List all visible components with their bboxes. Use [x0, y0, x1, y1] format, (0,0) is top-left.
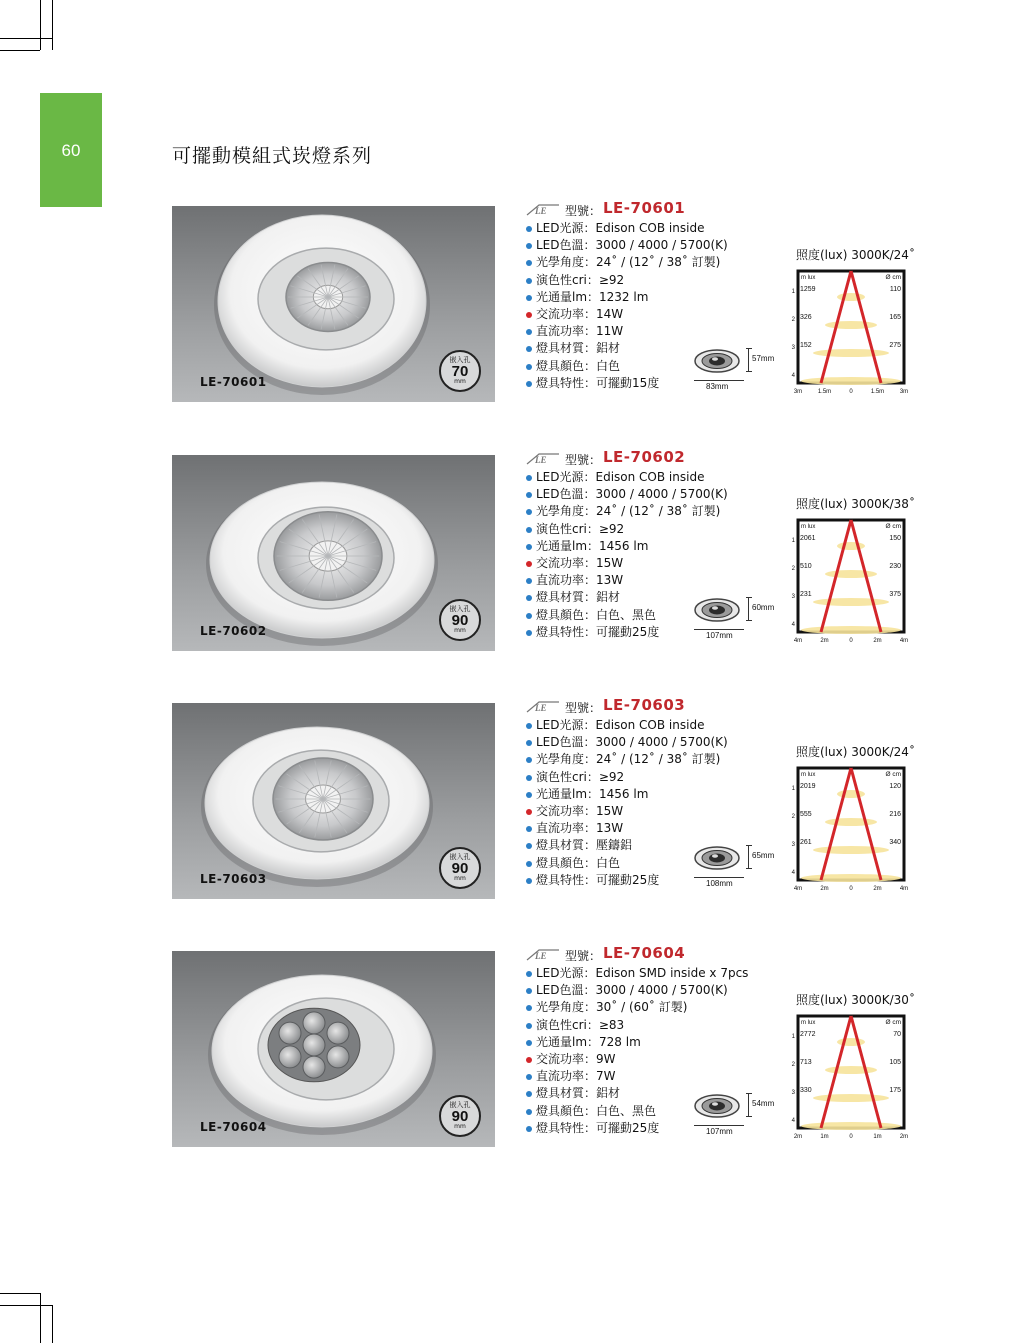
model-prefix: 型號：	[565, 701, 602, 715]
dimension-drawing	[690, 1091, 780, 1143]
bullet-icon	[526, 561, 532, 567]
beam-disc	[825, 818, 877, 826]
product-photo	[172, 951, 495, 1147]
beam-x-tick: 0	[849, 886, 853, 892]
beam-row-m: 1	[791, 289, 795, 295]
spec-row	[523, 237, 783, 254]
beam-disc	[837, 1038, 865, 1046]
bullet-icon	[526, 544, 532, 550]
spec-row	[523, 220, 783, 237]
beam-row-m: 2	[791, 1062, 795, 1068]
spec-text: 演色性cri：≥83	[536, 1017, 625, 1032]
bullet-icon	[526, 809, 532, 815]
crop-mark	[0, 50, 40, 51]
bullet-icon	[526, 226, 532, 232]
beam-disc	[825, 570, 877, 578]
beam-x-tick: 4m	[793, 638, 803, 644]
bullet-icon	[526, 509, 532, 515]
spec-row	[523, 469, 783, 486]
product-photo	[172, 703, 495, 899]
width-dimension-line	[694, 1125, 744, 1126]
beam-row-m: 1	[791, 538, 795, 544]
beam-x-tick: 0	[849, 389, 853, 395]
spec-row	[523, 717, 783, 734]
beam-x-tick: 1m	[820, 1134, 829, 1140]
cutout-unit: mm	[454, 875, 466, 882]
product-block	[0, 696, 1032, 903]
model-prefix: 型號：	[565, 949, 602, 963]
cutout-label: 嵌入孔	[449, 1101, 471, 1109]
svg-text:LE: LE	[535, 703, 547, 713]
bullet-icon	[526, 329, 532, 335]
crop-mark	[52, 1305, 53, 1343]
spec-row	[523, 982, 783, 999]
width-dimension: 108mm	[706, 879, 733, 888]
spec-text: 演色性cri：≥92	[536, 769, 625, 784]
beam-left-header: m lux	[801, 1020, 816, 1026]
beam-row-lux: 330	[800, 1087, 812, 1094]
bullet-icon	[526, 723, 532, 729]
spec-text: 光學角度：30˚ / (60˚ 訂製)	[536, 1000, 688, 1015]
le-logo-icon	[525, 202, 561, 218]
beam-row-m: 3	[791, 842, 795, 848]
bullet-icon	[526, 1023, 532, 1029]
bullet-icon	[526, 295, 532, 301]
model-line	[523, 449, 783, 469]
spec-row	[523, 572, 783, 589]
beam-row-m: 2	[791, 566, 795, 572]
page-title: 可擺動模組式崁燈系列	[172, 145, 373, 167]
beam-row-cm: 275	[889, 342, 901, 349]
bullet-icon	[526, 1057, 532, 1063]
beam-row-cm: 216	[889, 811, 901, 818]
cutout-value: 70	[451, 363, 469, 380]
spec-text: 光學角度：24˚ / (12˚ / 38˚ 訂製)	[536, 752, 721, 767]
model-line	[523, 200, 783, 220]
width-dimension: 83mm	[706, 382, 729, 391]
beam-row-lux: 2019	[800, 783, 816, 790]
beam-row-cm: 110	[889, 286, 901, 293]
spec-text: 光學角度：24˚ / (12˚ / 38˚ 訂製)	[536, 504, 721, 519]
page-tab	[40, 93, 102, 207]
bullet-icon	[526, 278, 532, 284]
model-code: LE-70601	[603, 199, 686, 217]
spec-text: 燈具顏色：白色、黑色	[536, 607, 657, 622]
beam-row-lux: 510	[800, 563, 812, 570]
beam-x-tick: 4m	[899, 886, 909, 892]
spec-text: LED光源：Edison COB inside	[536, 221, 705, 235]
product-photo	[172, 206, 495, 402]
spec-row	[523, 486, 783, 503]
beam-row-m: 2	[791, 317, 795, 323]
beam-row-lux: 1259	[800, 286, 816, 293]
spec-text: 光學角度：24˚ / (12˚ / 38˚ 訂製)	[536, 255, 721, 270]
spec-row	[523, 751, 783, 768]
crop-mark	[52, 0, 53, 50]
beam-row-cm: 375	[889, 591, 901, 598]
dimension-drawing	[690, 346, 780, 398]
spec-row	[523, 323, 783, 340]
bullet-icon	[526, 595, 532, 601]
spec-text: 燈具材質：鋁材	[536, 341, 621, 356]
beam-row-cm: 165	[889, 314, 901, 321]
cutout-badge	[439, 847, 481, 889]
beam-chart	[786, 510, 916, 645]
bullet-icon	[526, 613, 532, 619]
beam-chart-title: 照度(lux) 3000K/24˚	[796, 745, 915, 759]
width-dimension: 107mm	[706, 1127, 733, 1136]
spec-text: LED色溫：3000 / 4000 / 5700(K)	[536, 735, 728, 750]
spec-text: 直流功率：13W	[536, 573, 624, 588]
dimension-drawing	[690, 595, 780, 647]
beam-chart-title: 照度(lux) 3000K/30˚	[796, 993, 915, 1007]
cutout-value: 90	[451, 612, 469, 629]
spec-row	[523, 538, 783, 555]
cutout-badge	[439, 1095, 481, 1137]
bullet-icon	[526, 243, 532, 249]
bullet-icon	[526, 971, 532, 977]
spec-row	[523, 999, 783, 1016]
beam-row-lux: 231	[800, 591, 812, 598]
lamp-side-icon	[694, 348, 740, 374]
spec-row	[523, 820, 783, 837]
spec-row	[523, 306, 783, 323]
beam-disc	[801, 377, 901, 385]
spec-text: LED色溫：3000 / 4000 / 5700(K)	[536, 983, 728, 998]
cutout-badge	[439, 350, 481, 392]
le-logo-icon	[525, 699, 561, 715]
photo-label: LE-70601	[200, 375, 267, 389]
beam-disc	[813, 1094, 889, 1102]
beam-x-tick: 0	[849, 1134, 853, 1140]
height-dimension: 54mm	[752, 1099, 775, 1108]
bullet-icon	[526, 630, 532, 636]
bullet-icon	[526, 1109, 532, 1115]
beam-chart-title: 照度(lux) 3000K/38˚	[796, 497, 915, 511]
beam-x-tick: 1.5m	[870, 389, 885, 395]
bullet-icon	[526, 878, 532, 884]
bullet-icon	[526, 1126, 532, 1132]
spec-text: 光通量lm：1232 lm	[536, 289, 649, 304]
beam-x-tick: 2m	[899, 1134, 909, 1140]
cutout-unit: mm	[454, 1123, 466, 1130]
height-dimension: 57mm	[752, 354, 775, 363]
bullet-icon	[526, 757, 532, 763]
beam-row-m: 4	[791, 870, 795, 876]
spec-row	[523, 1068, 783, 1085]
beam-row-lux: 713	[800, 1059, 812, 1066]
beam-chart	[786, 758, 916, 893]
spec-text: LED光源：Edison SMD inside x 7pcs	[536, 966, 749, 980]
beam-row-lux: 326	[800, 314, 812, 321]
spec-row	[523, 965, 783, 982]
bullet-icon	[526, 578, 532, 584]
beam-row-m: 1	[791, 786, 795, 792]
cutout-label: 嵌入孔	[449, 605, 471, 613]
spec-text: 光通量lm：1456 lm	[536, 538, 649, 553]
spec-text: 燈具顏色：白色	[536, 358, 621, 373]
cutout-unit: mm	[454, 378, 466, 385]
spec-text: 燈具特性：可擺動15度	[536, 375, 660, 390]
crop-mark	[0, 38, 52, 39]
beam-disc	[801, 626, 901, 634]
bullet-icon	[526, 312, 532, 318]
width-dimension: 107mm	[706, 631, 733, 640]
photo-label: LE-70602	[200, 624, 267, 638]
spec-row	[523, 786, 783, 803]
crop-mark	[40, 0, 41, 50]
spec-row	[523, 272, 783, 289]
crop-mark	[0, 1305, 52, 1306]
cutout-badge	[439, 599, 481, 641]
spec-text: 直流功率：13W	[536, 821, 624, 836]
crop-mark	[40, 1293, 41, 1343]
spec-row	[523, 1017, 783, 1034]
cutout-value: 90	[451, 860, 469, 877]
bullet-icon	[526, 740, 532, 746]
lamp-side-icon	[694, 1093, 740, 1119]
beam-left-header: m lux	[801, 772, 816, 778]
bullet-icon	[526, 988, 532, 994]
beam-disc	[825, 1066, 877, 1074]
spec-text: 燈具特性：可擺動25度	[536, 1120, 660, 1135]
beam-x-tick: 2m	[820, 886, 829, 892]
beam-right-header: Ø cm	[885, 274, 901, 281]
beam-row-lux: 152	[800, 342, 812, 349]
beam-right-header: Ø cm	[885, 1019, 901, 1026]
bullet-icon	[526, 475, 532, 481]
crop-mark	[0, 1293, 40, 1294]
beam-x-tick: 2m	[873, 638, 882, 644]
bullet-icon	[526, 792, 532, 798]
beam-row-m: 3	[791, 594, 795, 600]
beam-right-header: Ø cm	[885, 523, 901, 530]
cutout-label: 嵌入孔	[449, 356, 471, 364]
beam-x-tick: 3m	[899, 389, 909, 395]
spec-text: LED光源：Edison COB inside	[536, 470, 705, 484]
height-dimension: 65mm	[752, 851, 775, 860]
bullet-icon	[526, 1074, 532, 1080]
spec-text: 燈具顏色：白色	[536, 855, 621, 870]
beam-disc	[813, 349, 889, 357]
page-number: 60	[61, 141, 81, 160]
svg-text:LE: LE	[535, 951, 547, 961]
spec-text: 燈具材質：壓鑄鋁	[536, 838, 633, 853]
beam-row-cm: 340	[889, 839, 901, 846]
photo-label: LE-70603	[200, 872, 267, 886]
beam-row-m: 3	[791, 345, 795, 351]
bullet-icon	[526, 1005, 532, 1011]
model-code: LE-70604	[603, 944, 686, 962]
beam-x-tick: 1.5m	[817, 389, 832, 395]
beam-x-tick: 2m	[873, 886, 882, 892]
beam-disc	[837, 293, 865, 301]
spec-row	[523, 734, 783, 751]
beam-x-tick: 2m	[793, 1134, 803, 1140]
cutout-label: 嵌入孔	[449, 853, 471, 861]
beam-row-lux: 2772	[800, 1031, 816, 1038]
beam-row-m: 4	[791, 1118, 795, 1124]
beam-row-cm: 150	[889, 535, 901, 542]
spec-text: 燈具材質：鋁材	[536, 1086, 621, 1101]
model-prefix: 型號：	[565, 453, 602, 467]
beam-disc	[801, 1122, 901, 1130]
spec-text: 燈具材質：鋁材	[536, 590, 621, 605]
beam-disc	[837, 790, 865, 798]
beam-left-header: m lux	[801, 524, 816, 530]
beam-disc	[837, 542, 865, 550]
bullet-icon	[526, 826, 532, 832]
spec-row	[523, 1051, 783, 1068]
beam-disc	[801, 874, 901, 882]
le-logo-icon	[525, 947, 561, 963]
spec-text: 演色性cri：≥92	[536, 521, 625, 536]
beam-row-cm: 105	[889, 1059, 901, 1066]
spec-text: 直流功率：7W	[536, 1069, 616, 1084]
beam-row-lux: 2061	[800, 535, 816, 542]
spec-text: 燈具特性：可擺動25度	[536, 872, 660, 887]
spec-row	[523, 769, 783, 786]
svg-text:LE: LE	[535, 455, 547, 465]
beam-chart-title: 照度(lux) 3000K/24˚	[796, 248, 915, 262]
bullet-icon	[526, 346, 532, 352]
beam-row-cm: 230	[889, 563, 901, 570]
beam-x-tick: 3m	[793, 389, 803, 395]
spec-row	[523, 555, 783, 572]
model-line	[523, 945, 783, 965]
spec-text: 交流功率：9W	[536, 1051, 616, 1066]
cutout-unit: mm	[454, 627, 466, 634]
beam-disc	[813, 846, 889, 854]
bullet-icon	[526, 775, 532, 781]
beam-right-header: Ø cm	[885, 771, 901, 778]
beam-row-lux: 261	[800, 839, 812, 846]
beam-row-m: 3	[791, 1090, 795, 1096]
spec-row	[523, 1034, 783, 1051]
bullet-icon	[526, 492, 532, 498]
beam-row-cm: 175	[889, 1087, 901, 1094]
bullet-icon	[526, 861, 532, 867]
product-photo	[172, 455, 495, 651]
product-block	[0, 199, 1032, 406]
spec-text: 交流功率：14W	[536, 306, 624, 321]
spec-row	[523, 521, 783, 538]
le-logo-icon	[525, 451, 561, 467]
spec-row	[523, 254, 783, 271]
spec-text: LED光源：Edison COB inside	[536, 718, 705, 732]
model-code: LE-70602	[603, 448, 686, 466]
beam-row-cm: 120	[889, 783, 901, 790]
beam-disc	[825, 321, 877, 329]
product-block	[0, 944, 1032, 1151]
beam-left-header: m lux	[801, 275, 816, 281]
bullet-icon	[526, 843, 532, 849]
bullet-icon	[526, 1040, 532, 1046]
spec-text: 直流功率：11W	[536, 324, 624, 339]
beam-row-cm: 70	[893, 1031, 901, 1038]
width-dimension-line	[694, 877, 744, 878]
dimension-drawing	[690, 843, 780, 895]
lamp-side-icon	[694, 597, 740, 623]
spec-text: 交流功率：15W	[536, 803, 624, 818]
bullet-icon	[526, 527, 532, 533]
model-line	[523, 697, 783, 717]
spec-text: LED色溫：3000 / 4000 / 5700(K)	[536, 487, 728, 502]
spec-text: 交流功率：15W	[536, 555, 624, 570]
spec-text: 演色性cri：≥92	[536, 272, 625, 287]
bullet-icon	[526, 260, 532, 266]
beam-row-lux: 555	[800, 811, 812, 818]
height-dimension: 60mm	[752, 603, 775, 612]
beam-row-m: 2	[791, 814, 795, 820]
bullet-icon	[526, 381, 532, 387]
beam-x-tick: 1m	[873, 1134, 882, 1140]
model-prefix: 型號：	[565, 204, 602, 218]
beam-row-m: 4	[791, 373, 795, 379]
spec-text: LED色溫：3000 / 4000 / 5700(K)	[536, 238, 728, 253]
width-dimension-line	[694, 380, 744, 381]
beam-x-tick: 2m	[820, 638, 829, 644]
spec-text: 光通量lm：728 lm	[536, 1034, 641, 1049]
spec-text: 燈具顏色：白色、黑色	[536, 1103, 657, 1118]
beam-chart	[786, 261, 916, 396]
lamp-side-icon	[694, 845, 740, 871]
spec-text: 燈具特性：可擺動25度	[536, 624, 660, 639]
spec-text: 光通量lm：1456 lm	[536, 786, 649, 801]
beam-row-m: 4	[791, 622, 795, 628]
beam-x-tick: 4m	[899, 638, 909, 644]
beam-row-m: 1	[791, 1034, 795, 1040]
spec-row	[523, 289, 783, 306]
beam-x-tick: 4m	[793, 886, 803, 892]
cutout-value: 90	[451, 1108, 469, 1125]
beam-x-tick: 0	[849, 638, 853, 644]
bullet-icon	[526, 364, 532, 370]
product-block	[0, 448, 1032, 655]
beam-disc	[813, 598, 889, 606]
bullet-icon	[526, 1091, 532, 1097]
model-code: LE-70603	[603, 696, 686, 714]
spec-row	[523, 503, 783, 520]
svg-text:LE: LE	[535, 206, 547, 216]
photo-label: LE-70604	[200, 1120, 267, 1134]
spec-row	[523, 803, 783, 820]
width-dimension-line	[694, 629, 744, 630]
beam-chart	[786, 1006, 916, 1141]
